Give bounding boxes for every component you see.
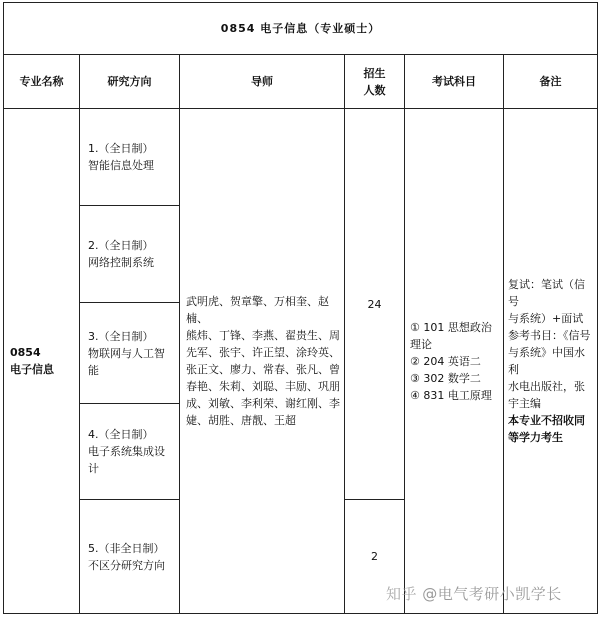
subject-line: ④ 831 电工原理 xyxy=(410,388,492,402)
note-line: 参考书目：《信号 xyxy=(508,329,591,342)
direction-1 xyxy=(80,109,180,206)
notes-cell xyxy=(504,109,598,614)
direction-3 xyxy=(80,303,180,404)
direction-5-name: 不区分研究方向 xyxy=(88,558,165,572)
direction-3-num: 3.（全日制） xyxy=(88,329,154,343)
note-bold-line: 等学力考生 xyxy=(508,431,563,444)
advisor-line: 熊炜、丁锋、李燕、翟贵生、周 xyxy=(186,329,340,342)
watermark-text: @电气考研小凯学长 xyxy=(422,585,562,603)
header-subjects: 考试科目 xyxy=(405,55,504,109)
advisor-line: 春艳、朱莉、刘聪、丰励、巩朋 xyxy=(186,380,340,393)
direction-1-name: 智能信息处理 xyxy=(88,159,154,172)
major-code: 0854 xyxy=(10,346,41,359)
direction-4-name-line1: 电子系统集成设 xyxy=(88,445,165,458)
subject-line: ③ 302 数学二 xyxy=(410,371,481,385)
major-cell xyxy=(4,109,80,614)
direction-4-num: 4.（全日制） xyxy=(88,428,154,441)
advisor-line: 张正文、廖力、常春、张凡、曾 xyxy=(186,363,340,376)
subject-line: 理论 xyxy=(410,337,432,351)
advisor-line: 成、刘敏、李利荣、谢红刚、李 xyxy=(186,397,340,410)
zhihu-logo: 知乎 xyxy=(386,585,418,603)
table-title: 0854 电子信息（专业硕士） xyxy=(4,3,598,55)
header-major: 专业名称 xyxy=(4,55,80,109)
quota-part-time: 2 xyxy=(345,500,405,614)
advisor-list xyxy=(180,109,345,614)
header-quota-line2: 人数 xyxy=(363,83,386,97)
header-notes: 备注 xyxy=(504,55,598,109)
header-direction: 研究方向 xyxy=(80,55,180,109)
direction-2-num: 2.（全日制） xyxy=(88,239,154,252)
advisor-line: 武明虎、贺章擎、万相奎、赵楠、 xyxy=(186,295,329,325)
title-row xyxy=(4,3,598,55)
quota-full-time: 24 xyxy=(345,109,405,500)
advisor-line: 婕、胡胜、唐靓、王超 xyxy=(186,414,296,427)
admission-table xyxy=(3,2,598,614)
subject-line: ① 101 思想政治 xyxy=(410,320,492,334)
header-advisor: 导师 xyxy=(180,55,345,109)
header-quota xyxy=(345,55,405,109)
header-row xyxy=(4,55,598,109)
direction-5-num: 5.（非全日制） xyxy=(88,541,165,555)
watermark xyxy=(386,583,562,604)
note-line: 复试：笔试（信号 xyxy=(508,278,585,308)
note-line: 与系统）+面试 xyxy=(508,312,584,325)
header-quota-line1: 招生 xyxy=(363,66,386,80)
direction-2 xyxy=(80,206,180,303)
table-row xyxy=(4,109,598,206)
direction-3-name-line2: 能 xyxy=(88,363,99,377)
direction-3-name-line1: 物联网与人工智 xyxy=(88,346,165,360)
subject-line: ② 204 英语二 xyxy=(410,354,481,368)
note-line: 与系统》中国水利 xyxy=(508,346,585,376)
advisor-line: 先军、张宇、许正望、涂玲英、 xyxy=(186,346,340,359)
direction-4-name-line2: 计 xyxy=(88,462,99,475)
direction-4 xyxy=(80,404,180,500)
exam-subjects xyxy=(405,109,504,614)
note-line: 宇主编 xyxy=(508,397,541,410)
note-line: 水电出版社，张 xyxy=(508,380,585,393)
direction-1-num: 1.（全日制） xyxy=(88,142,154,155)
note-bold-line: 本专业不招收同 xyxy=(508,414,585,427)
direction-5 xyxy=(80,500,180,614)
major-name: 电子信息 xyxy=(10,363,54,376)
direction-2-name: 网络控制系统 xyxy=(88,256,154,269)
